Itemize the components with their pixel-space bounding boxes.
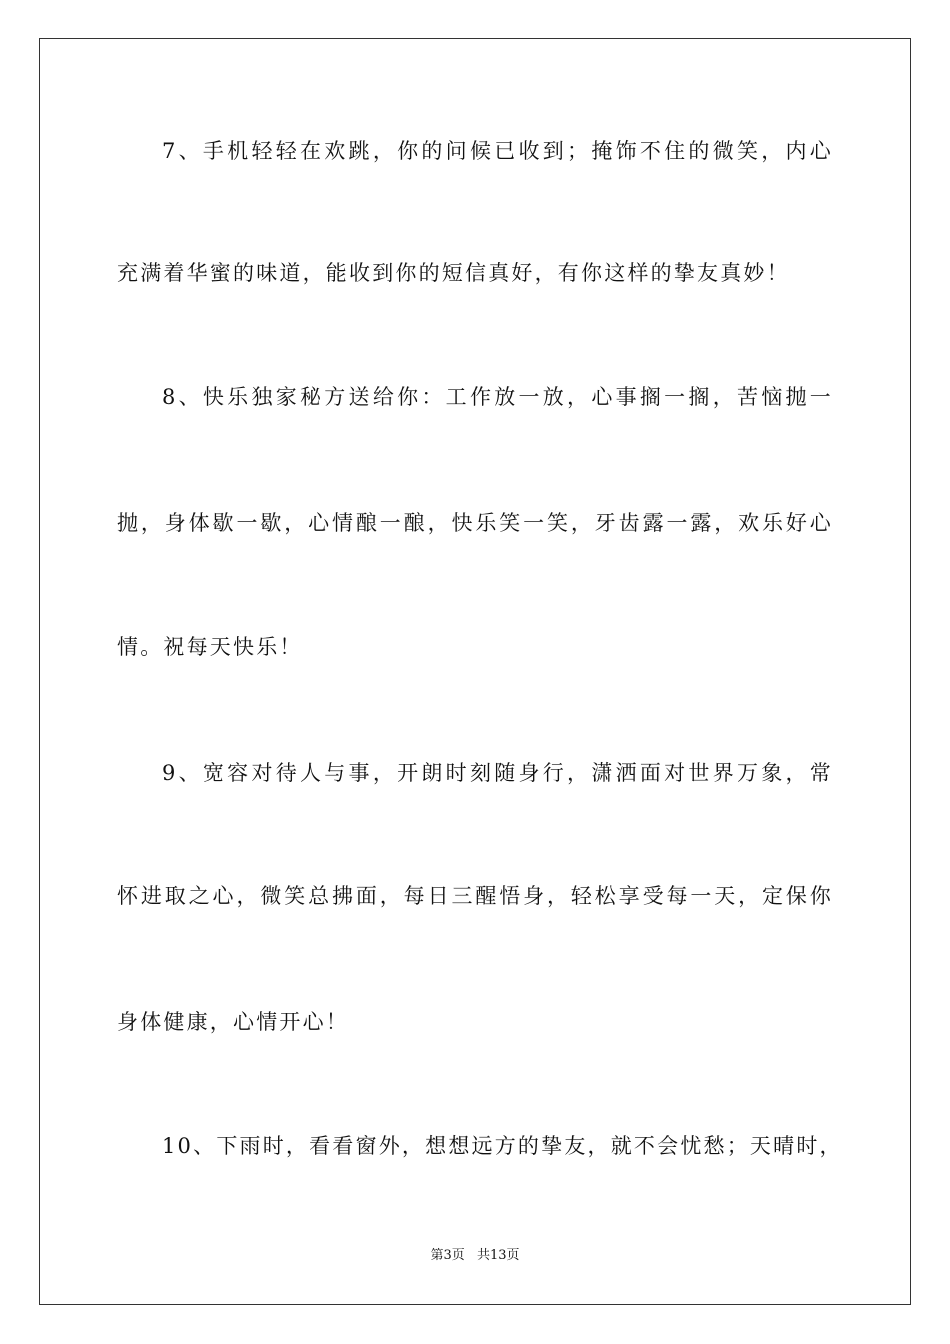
paragraph-9-line-1: 9、宽容对待人与事，开朗时刻随身行，潇洒面对世界万象，常 (162, 761, 833, 785)
paragraph-10-line-1: 10、下雨时，看看窗外，想想远方的挚友，就不会忧愁；天晴时， (162, 1134, 843, 1158)
paragraph-7-line-1: 7、手机轻轻在欢跳，你的问候已收到；掩饰不住的微笑，内心 (162, 139, 833, 163)
page-frame (39, 38, 911, 1305)
paragraph-8-line-2: 抛，身体歇一歇，心情酿一酿，快乐笑一笑，牙齿露一露，欢乐好心 (117, 511, 833, 535)
page-footer (0, 1249, 950, 1262)
paragraph-8-line-1: 8、快乐独家秘方送给你：工作放一放，心事搁一搁，苦恼抛一 (162, 385, 833, 409)
paragraph-7-line-2: 充满着华蜜的味道，能收到你的短信真好，有你这样的挚友真妙！ (117, 261, 790, 285)
paragraph-9-line-2: 怀进取之心，微笑总拂面，每日三醒悟身，轻松享受每一天，定保你 (117, 884, 833, 908)
page-number: 第3页 (430, 1248, 465, 1263)
paragraph-9-line-3: 身体健康，心情开心！ (117, 1010, 349, 1034)
paragraph-8-line-3: 情。祝每天快乐！ (117, 635, 303, 659)
page-total: 共13页 (476, 1248, 520, 1263)
